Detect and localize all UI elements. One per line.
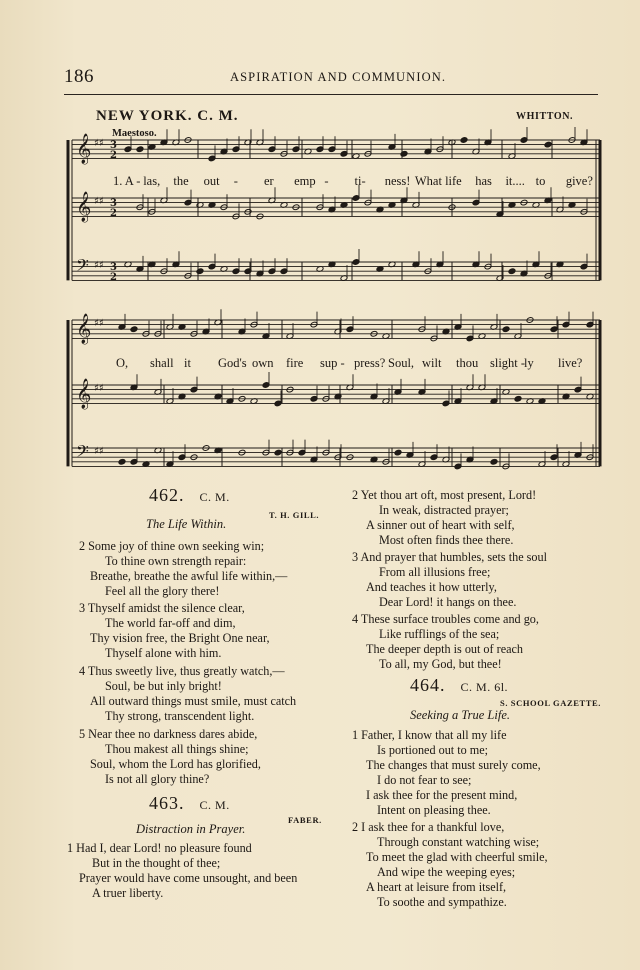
hymn-author: FABER. — [288, 815, 322, 825]
verse-line: Breathe, breathe the awful life within,— — [90, 569, 288, 583]
time-signature-bottom: 2 — [110, 272, 117, 283]
verse-line: Feel all the glory there! — [105, 584, 220, 598]
lyric-syllable: thou — [456, 356, 479, 370]
verse-line: 2 Yet thou art oft, most present, Lord! — [352, 488, 537, 502]
lyric-syllable: shall — [150, 356, 174, 370]
note-head — [490, 459, 498, 466]
verse-line: The changes that must surely come, — [366, 758, 541, 772]
key-signature-icon: ♯♯ — [94, 446, 104, 457]
lyric-syllable: has — [475, 174, 492, 188]
note-head — [136, 146, 144, 153]
verse-line: To all, my God, but thee! — [379, 657, 502, 671]
tune-name: NEW YORK. C. M. — [96, 108, 239, 124]
time-signature-bottom: 2 — [110, 150, 117, 161]
verse-line: 3 Thyself amidst the silence clear, — [79, 601, 245, 615]
verse-line: The deeper depth is out of reach — [366, 642, 524, 656]
lyric-syllable: O, — [116, 356, 129, 370]
verse-line: Most often finds thee there. — [379, 533, 514, 547]
running-title: ASPIRATION AND COMMUNION. — [230, 70, 447, 84]
bass-clef-icon: 𝄢 — [76, 255, 89, 279]
verse-line: A truer liberty. — [92, 886, 164, 900]
lyric-syllable: to — [535, 174, 546, 188]
lyric-syllable: ness! — [384, 174, 411, 188]
hymn-meter: C. M. — [199, 798, 230, 812]
hymn-462-heading — [149, 485, 230, 505]
lyric-syllable: out — [203, 174, 220, 188]
note-head — [394, 449, 402, 456]
lyric-syllable: - — [233, 174, 238, 188]
verse-line: And wipe the weeping eyes; — [377, 865, 516, 879]
verse-line: Is portioned out to me; — [377, 743, 489, 757]
verse-line: Dear Lord! it hangs on thee. — [379, 595, 517, 609]
hymn-author: T. H. GILL. — [269, 510, 320, 520]
verse-line: 5 Near thee no darkness dares abide, — [79, 727, 258, 741]
note-head — [118, 459, 126, 466]
note-head — [460, 137, 468, 144]
verse-line: I do not fear to see; — [377, 773, 472, 787]
hymn-number: 464. — [410, 675, 446, 695]
lyric-syllable: press? — [354, 356, 386, 370]
verse-line: 4 These surface troubles come and go, — [352, 612, 539, 626]
verse-line: A heart at leisure from itself, — [366, 880, 507, 894]
key-signature-icon: ♯♯ — [94, 260, 104, 271]
hymn-title: Seeking a True Life. — [410, 708, 510, 722]
verse-line: In weak, distracted prayer; — [379, 503, 509, 517]
key-signature-icon: ♯♯ — [94, 196, 104, 207]
verse-line: From all illusions free; — [379, 565, 491, 579]
hymn-463-heading — [149, 793, 230, 813]
verse-line: I ask thee for the present mind, — [366, 788, 518, 802]
verse-line: Thy vision free, the Bright One near, — [90, 631, 270, 645]
hymn-464-heading — [410, 675, 509, 695]
lyric-syllable: wilt — [422, 356, 442, 370]
time-signature-top: 3 — [110, 198, 117, 209]
lyric-syllable: emp — [294, 174, 316, 188]
note-head — [196, 268, 204, 275]
verse-line: To soothe and sympathize. — [377, 895, 507, 909]
verse-line: But in the thought of thee; — [92, 856, 221, 870]
verse-line: Prayer would have come unsought, and been — [79, 871, 298, 885]
hymn-author: S. SCHOOL GAZETTE. — [500, 698, 602, 708]
verse-line: And teaches it how utterly, — [366, 580, 497, 594]
treble-clef-icon: 𝄞 — [76, 192, 92, 222]
lyric-syllable: give? — [565, 174, 593, 188]
verse-line: Thyself alone with him. — [105, 646, 222, 660]
hymn-meter: C. M. — [199, 490, 230, 504]
note-head — [400, 151, 408, 158]
note-head — [544, 141, 552, 148]
lyric-syllable: What — [414, 174, 442, 188]
key-signature-icon: ♯♯ — [94, 318, 104, 329]
verse-line: The world far-off and dim, — [105, 616, 236, 630]
right-column — [352, 488, 602, 909]
lyric-syllable: fire — [286, 356, 304, 370]
hymn-number: 463. — [149, 793, 185, 813]
verse-line: All outward things must smile, must catch — [90, 694, 297, 708]
note-head — [502, 326, 510, 333]
treble-clef-icon: 𝄞 — [76, 314, 92, 344]
bass-clef-icon: 𝄢 — [76, 441, 89, 465]
verse-line: Thou makest all things shine; — [105, 742, 249, 756]
lyric-syllable: it — [184, 356, 191, 370]
key-signature-icon: ♯♯ — [94, 383, 104, 394]
lyric-syllable: ly — [524, 356, 534, 370]
verse-line: Through constant watching wise; — [377, 835, 540, 849]
verse-line: To thine own strength repair: — [105, 554, 247, 568]
tempo-marking: Maestoso. — [112, 128, 157, 139]
lyric-syllable: the — [173, 174, 189, 188]
verse-line: A sinner out of heart with self, — [366, 518, 515, 532]
lyric-syllable: - — [324, 174, 329, 188]
verse-line: Thy strong, transcendent light. — [105, 709, 255, 723]
lyric-syllable: life — [445, 174, 462, 188]
lyric-syllable: own — [252, 356, 274, 370]
note-head — [274, 449, 282, 456]
verse-line: 1 Had I, dear Lord! no pleasure found — [67, 841, 252, 855]
verse-line: 1 Father, I know that all my life — [352, 728, 507, 742]
lyric-syllable: live? — [558, 356, 583, 370]
hymn-title: The Life Within. — [146, 517, 227, 531]
lyric-syllable: 1. A - — [113, 174, 141, 188]
verse-line: Soul, be but inly bright! — [105, 679, 222, 693]
verse-line: 2 I ask thee for a thankful love, — [352, 820, 505, 834]
hymn-number: 462. — [149, 485, 185, 505]
verse-line: Is not all glory thine? — [105, 772, 210, 786]
lyric-syllable: er — [263, 174, 274, 188]
treble-clef-icon: 𝄞 — [76, 134, 92, 164]
lyric-syllable: it.... — [505, 174, 525, 188]
treble-clef-icon: 𝄞 — [76, 379, 92, 409]
verse-line: 2 Some joy of thine own seeking win; — [79, 539, 265, 553]
lyric-syllable: las, — [143, 174, 161, 188]
note-head — [514, 396, 522, 403]
verse-line: To meet the glad with cheerful smile, — [366, 850, 548, 864]
verse-line: 4 Thus sweetly live, thus greatly watch,— — [79, 664, 285, 678]
verse-line: Intent on pleasing thee. — [377, 803, 491, 817]
key-signature-icon: ♯♯ — [94, 138, 104, 149]
lyric-syllable: slight - — [490, 356, 526, 370]
lyric-syllable: God's — [218, 356, 247, 370]
lyric-syllable: ti- — [354, 174, 366, 188]
time-signature-top: 3 — [110, 262, 117, 273]
hymn-title: Distraction in Prayer. — [136, 822, 246, 836]
verse-line: Soul, whom the Lord has glorified, — [90, 757, 261, 771]
verse-line: 3 And prayer that humbles, sets the soul — [352, 550, 547, 564]
note-head — [130, 326, 138, 333]
tune-composer: WHITTON. — [516, 111, 574, 122]
left-column — [67, 485, 346, 900]
lyric-syllable: sup - — [320, 356, 345, 370]
hymn-meter: C. M. 6l. — [460, 680, 509, 694]
page-number: 186 — [64, 66, 94, 87]
time-signature-bottom: 2 — [110, 208, 117, 219]
time-signature-top: 3 — [110, 140, 117, 151]
lyric-syllable: Soul, — [388, 356, 415, 370]
verse-line: Like rufflings of the sea; — [379, 627, 500, 641]
note-head — [508, 268, 516, 275]
